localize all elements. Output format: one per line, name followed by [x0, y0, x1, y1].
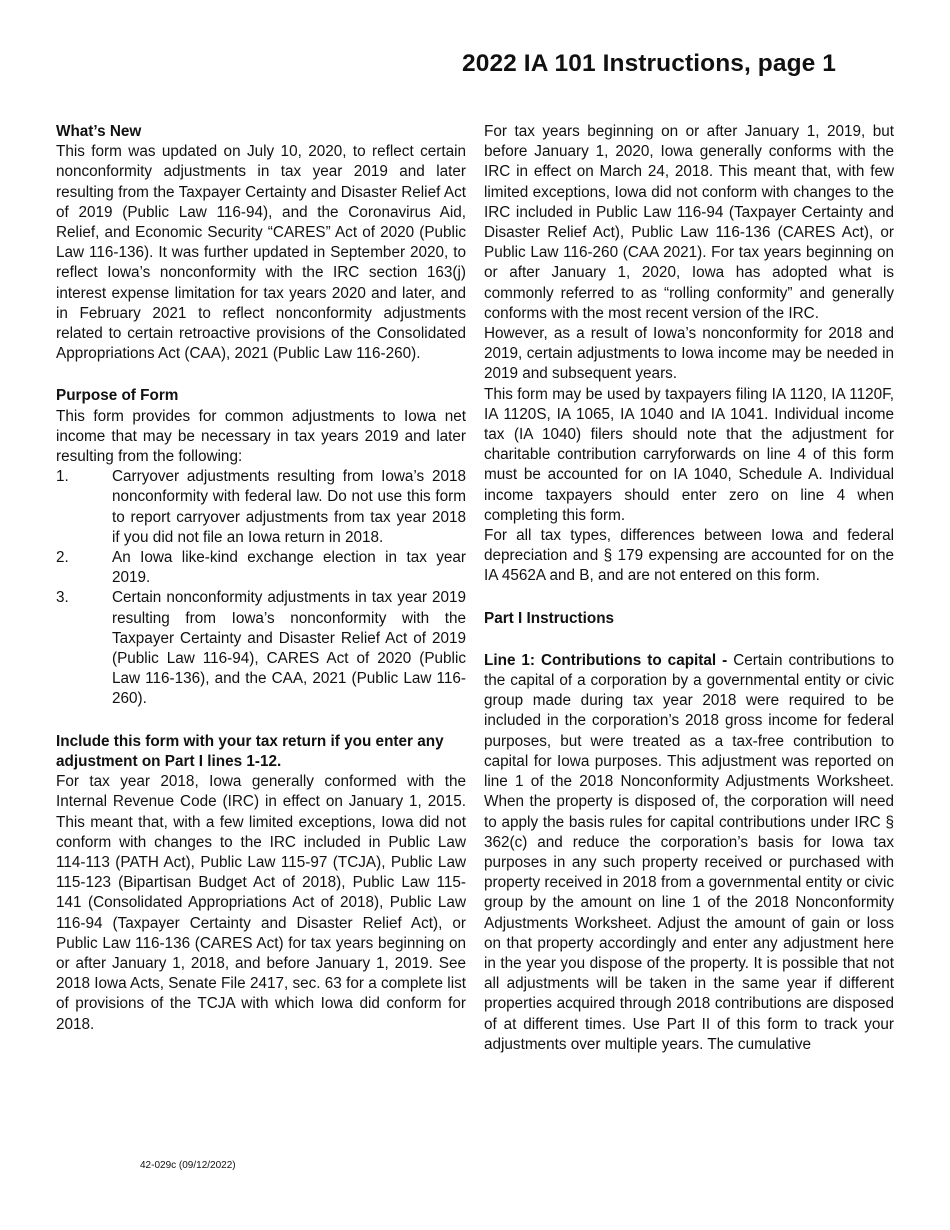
line1-text: Certain contributions to the capital of a corporation by a governmental entity or civic group made during tax year 2018 were required to be included in the corporation’s 2018 gross income for federal purposes, but were treated as a tax-free contribution to capital for Iowa purposes. This adjustment was reported on line 1 of the 2018 Nonconformity Adjustments Worksheet. When the property is disposed of, the corporation will need to apply the basis rules for capital contributions under IRC § 362(c) and reduce the corporation’s basis for Iowa tax purposes in any such property received or purchased with property received in 2018 from a governmental entity or civic group by the amount on line 1 of the 2018 Nonconformity Adjustments Worksheet. Adjust the amount of gain or loss on that property accordingly and enter any adjustment here in the year you dispose of the property. It is possible that not all adjustments will be taken in the same year if different properties acquired through 2018 contributions are disposed of at different times. Use Part II of this form to track your adjustments over multiple years. The cumulative: [484, 651, 894, 1053]
line1-heading: Line 1: Contributions to capital -: [484, 651, 728, 669]
purpose-heading: Purpose of Form: [56, 387, 179, 405]
purpose-list: [56, 467, 466, 709]
include-heading: Include this form with your tax return if you enter any adjustment on Part I lines 1-12.: [56, 732, 444, 770]
depreciation-text: For all tax types, differences between Iowa and federal depreciation and § 179 expensing are accounted for on the IA 4562A and B, and are not entered on this form.: [484, 527, 894, 585]
taxpayers-filing-text: This form may be used by taxpayers filing IA 1120, IA 1120F, IA 1120S, IA 1065, IA 1040 and IA 1041. Individual income tax (IA 1040) filers should note that the adjustment for charitable contribution carryforwards on line 4 of this form must be accounted for on IA 1040, Schedule A. Individual income taxpayers should enter zero on line 4 when completing this form.: [484, 385, 894, 524]
purpose-intro: This form provides for common adjustments to Iowa net income that may be necessary in tax years 2019 and later resulting from the following:: [56, 407, 466, 466]
include-text: For tax year 2018, Iowa generally conformed with the Internal Revenue Code (IRC) in effect on January 1, 2015. This meant that, with a few limited exceptions, Iowa did not conform with changes to the IRC included in Public Law 114-113 (PATH Act), Public Law 115-97 (TCJA), Public Law 115-123 (Bipartisan Budget Act of 2018), Public Law 115-141 (Consolidated Appropriations Act of 2018), Public Law 116-94 (Taxpayer Certainty and Disaster Relief Act), or Public Law 116-136 (CARES Act) for tax years beginning on or after January 1, 2018, and before January 1, 2019. See 2018 Iowa Acts, Senate File 2417, sec. 63 for a complete list of provisions of the TCJA with which Iowa did conform for 2018.: [56, 773, 466, 1033]
item-text: An Iowa like-kind exchange election in tax year 2019.: [112, 549, 466, 587]
item-number: 2.: [56, 549, 69, 567]
item-text: Carryover adjustments resulting from Iowa’s 2018 nonconformity with federal law. Do not use this form to report carryover adjustments from tax year 2018 if you did not file an Iowa return in 2018.: [112, 468, 466, 546]
nonconformity-adjustments-text: However, as a result of Iowa’s nonconformity for 2018 and 2019, certain adjustments to Iowa income may be needed in 2019 and subsequent years.: [484, 325, 894, 383]
form-code: 42-029c (09/12/2022): [140, 1160, 236, 1171]
section-gap: [484, 587, 894, 609]
item-text: Certain nonconformity adjustments in tax year 2019 resulting from Iowa’s nonconformity with the Taxpayer Certainty and Disaster Relief Act of 2019 (Public Law 116-94), CARES Act of 2020 (Public Law 116-136), and the CAA, 2021 (Public Law 116-260).: [112, 589, 466, 708]
whats-new-heading: What’s New: [56, 123, 142, 140]
whats-new-text: This form was updated on July 10, 2020, to reflect certain nonconformity adjustments in tax year 2019 and later resulting from the Taxpayer Certainty and Disaster Relief Act of 2019 (Public Law 116-94), and the Coronavirus Aid, Relief, and Economic Security “CARES” Act of 2020 (Public Law 116-136). It was further updated in September 2020, to reflect Iowa’s nonconformity with the IRC section 163(j) interest expense limitation for tax years 2020 and later, and in February 2021 to reflect nonconformity adjustments related to certain retroactive provisions of the Consolidated Appropriations Act (CAA), 2021 (Public Law 116-260).: [56, 143, 466, 363]
line1-paragraph: [484, 651, 894, 1055]
right-column: [484, 122, 894, 1055]
item-number: 1.: [56, 468, 69, 486]
conformity-2019-text: For tax years beginning on or after January 1, 2019, but before January 1, 2020, Iowa generally conforms with the IRC in effect on March 24, 2018. This meant that, with few limited exceptions, Iowa did not conform with changes to the IRC included in Public Law 116-94 (Taxpayer Certainty and Disaster Relief Act), Public Law 116-136 (CARES Act), or Public Law 116-260 (CAA 2021). For tax years beginning on or after January 1, 2020, Iowa has adopted what is commonly referred to as “rolling conformity” and generally conforms with the most recent version of the IRC.: [484, 123, 894, 322]
section-gap: [56, 364, 466, 386]
purpose-item: [56, 588, 466, 709]
item-number: 3.: [56, 589, 69, 607]
page-title: 2022 IA 101 Instructions, page 1: [462, 50, 837, 77]
part1-heading: Part I Instructions: [484, 609, 615, 627]
left-column: [56, 122, 466, 1035]
purpose-item: [56, 548, 466, 588]
purpose-item: [56, 467, 466, 548]
section-gap: [484, 629, 894, 651]
section-gap: [56, 710, 466, 732]
